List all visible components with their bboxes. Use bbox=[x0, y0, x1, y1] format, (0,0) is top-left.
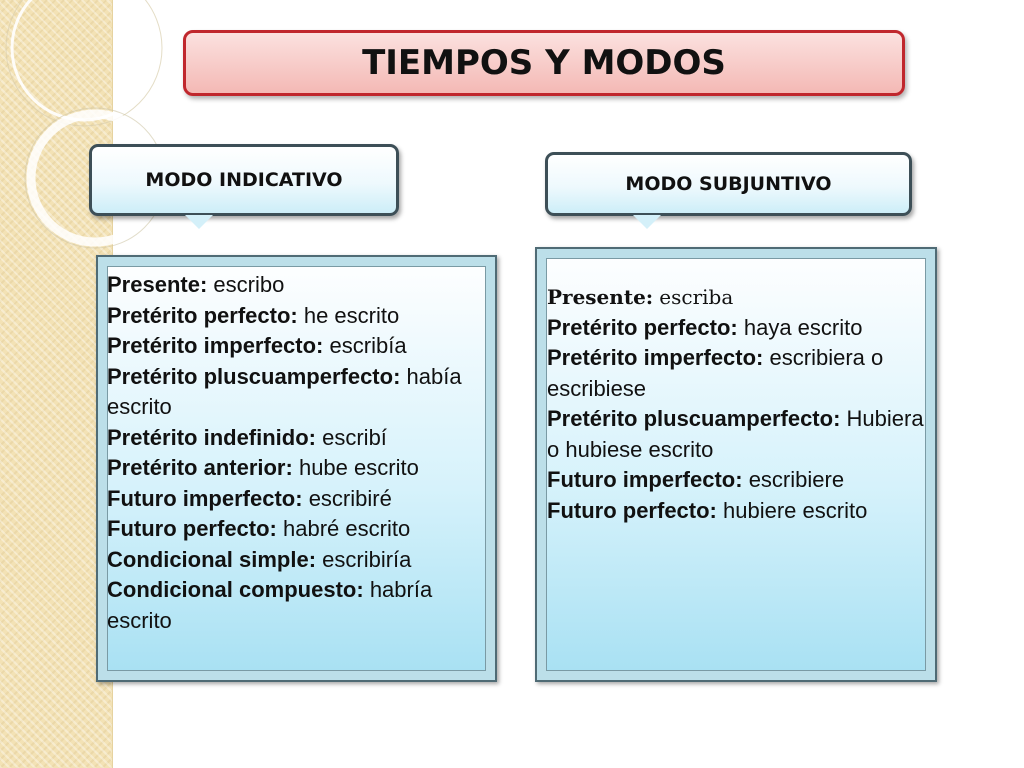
tense-name: Presente: bbox=[547, 285, 654, 309]
list-item bbox=[107, 575, 493, 636]
label-modo-indicativo bbox=[89, 144, 399, 216]
list-item bbox=[107, 453, 493, 484]
tense-example: escribo bbox=[213, 272, 285, 297]
tense-example: Hubiera o hubiese escrito bbox=[547, 406, 924, 462]
callout-pointer bbox=[185, 215, 213, 229]
page-title: TIEMPOS Y MODOS bbox=[362, 43, 726, 83]
tense-name: Pretérito perfecto: bbox=[107, 302, 298, 328]
label-modo-indicativo-text: MODO INDICATIVO bbox=[145, 169, 343, 191]
list-item bbox=[107, 545, 493, 576]
label-modo-subjuntivo bbox=[545, 152, 912, 216]
label-modo-subjuntivo-text: MODO SUBJUNTIVO bbox=[625, 173, 832, 195]
subjuntivo-list bbox=[547, 282, 932, 526]
callout-pointer bbox=[633, 215, 661, 229]
tense-example: habría escrito bbox=[107, 577, 433, 633]
tense-example: escribiré bbox=[308, 485, 392, 511]
tense-name: Pretérito imperfecto: bbox=[107, 333, 324, 358]
list-item bbox=[107, 423, 493, 454]
tense-name: Pretérito anterior: bbox=[107, 455, 293, 480]
list-item bbox=[107, 484, 493, 515]
list-item bbox=[547, 404, 932, 465]
tense-example: hube escrito bbox=[298, 455, 419, 480]
tense-name: Futuro imperfecto: bbox=[107, 485, 303, 511]
tense-example: escribí bbox=[322, 424, 387, 450]
tense-name: Pretérito indefinido: bbox=[107, 424, 316, 450]
tense-example: escribiría bbox=[322, 546, 412, 572]
list-item bbox=[107, 514, 493, 545]
tense-example: escribiere bbox=[748, 467, 845, 492]
list-item bbox=[107, 362, 493, 423]
tense-example: he escrito bbox=[303, 302, 400, 328]
tense-name: Futuro perfecto: bbox=[107, 516, 277, 541]
indicativo-list bbox=[107, 270, 493, 636]
tense-example: haya escrito bbox=[743, 314, 863, 340]
list-item bbox=[547, 343, 932, 404]
list-item bbox=[107, 331, 493, 362]
title-banner bbox=[183, 30, 905, 96]
tense-example: escribía bbox=[329, 333, 407, 358]
tense-name: Futuro imperfecto: bbox=[547, 467, 743, 492]
tense-name: Pretérito pluscuamperfecto: bbox=[547, 406, 841, 431]
tense-example: escriba bbox=[659, 285, 734, 309]
tense-example: escribiera o escribiese bbox=[547, 345, 884, 401]
list-item bbox=[107, 301, 493, 332]
list-item bbox=[547, 313, 932, 344]
list-item bbox=[547, 465, 932, 496]
tense-name: Pretérito perfecto: bbox=[547, 314, 738, 340]
list-item bbox=[547, 496, 932, 527]
tense-name: Presente: bbox=[107, 272, 208, 297]
tense-example: habré escrito bbox=[283, 516, 411, 541]
list-item bbox=[107, 270, 493, 301]
tense-name: Condicional compuesto: bbox=[107, 577, 364, 602]
tense-name: Futuro perfecto: bbox=[547, 497, 717, 523]
tense-name: Pretérito pluscuamperfecto: bbox=[107, 363, 401, 389]
tense-example: hubiere escrito bbox=[723, 497, 868, 523]
tense-example: había escrito bbox=[107, 363, 462, 419]
list-item bbox=[547, 282, 932, 313]
tense-name: Pretérito imperfecto: bbox=[547, 345, 764, 370]
tense-name: Condicional simple: bbox=[107, 546, 317, 572]
